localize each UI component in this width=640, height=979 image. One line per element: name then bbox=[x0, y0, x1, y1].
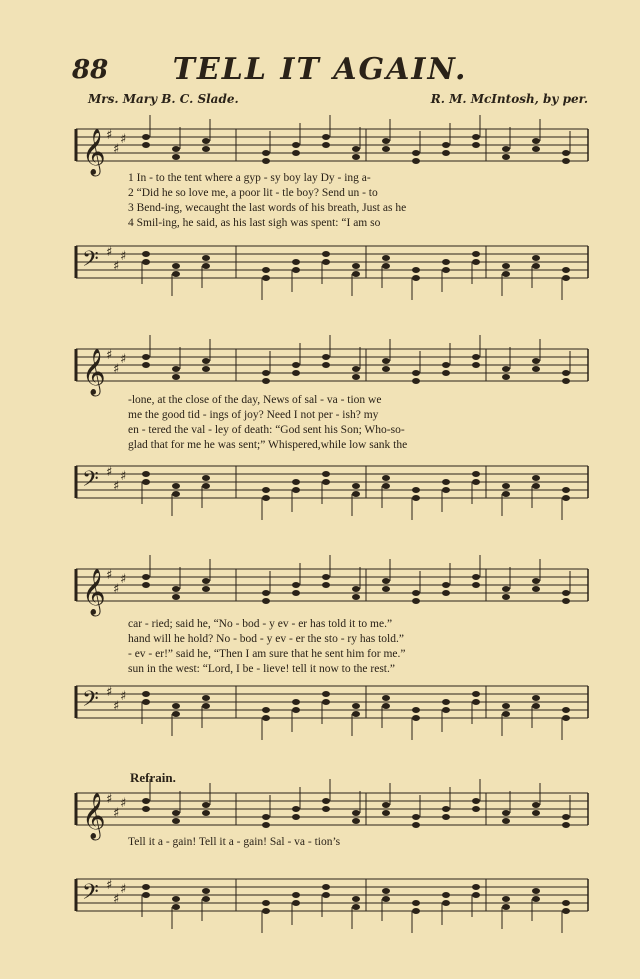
note-head-icon bbox=[532, 483, 540, 489]
note-head-icon bbox=[322, 892, 330, 898]
note-head-icon bbox=[172, 146, 180, 152]
note-head-icon bbox=[202, 810, 210, 816]
lyric-verse-3: en - tered the val - ley of death: “God sent his Son; Who-so- bbox=[128, 424, 405, 436]
note-head-icon bbox=[442, 267, 450, 273]
note-head-icon bbox=[532, 695, 540, 701]
note-head-icon bbox=[382, 802, 390, 808]
note-head-icon bbox=[532, 810, 540, 816]
note-head-icon bbox=[442, 892, 450, 898]
note-head-icon bbox=[202, 483, 210, 489]
note-head-icon bbox=[472, 806, 480, 812]
note-head-icon bbox=[292, 699, 300, 705]
note-head-icon bbox=[382, 255, 390, 261]
note-head-icon bbox=[292, 707, 300, 713]
note-head-icon bbox=[292, 590, 300, 596]
note-head-icon bbox=[502, 594, 510, 600]
note-head-icon bbox=[352, 904, 360, 910]
note-head-icon bbox=[322, 699, 330, 705]
note-head-icon bbox=[472, 582, 480, 588]
note-head-icon bbox=[262, 822, 270, 828]
hymn-title: TELL IT AGAIN. bbox=[172, 52, 468, 87]
note-head-icon bbox=[412, 378, 420, 384]
treble-clef-icon: 𝄞 bbox=[82, 569, 106, 615]
sharp-icon: ♯ bbox=[106, 245, 113, 260]
note-head-icon bbox=[322, 259, 330, 265]
note-head-icon bbox=[352, 146, 360, 152]
note-head-icon bbox=[502, 263, 510, 269]
note-head-icon bbox=[412, 598, 420, 604]
note-head-icon bbox=[412, 158, 420, 164]
note-head-icon bbox=[172, 810, 180, 816]
music-system-4 bbox=[76, 770, 588, 955]
music-system-3 bbox=[76, 555, 588, 730]
note-head-icon bbox=[532, 888, 540, 894]
note-head-icon bbox=[292, 142, 300, 148]
bass-clef-icon: 𝄢 bbox=[82, 880, 99, 910]
note-head-icon bbox=[562, 822, 570, 828]
note-head-icon bbox=[262, 370, 270, 376]
note-head-icon bbox=[562, 495, 570, 501]
note-head-icon bbox=[502, 586, 510, 592]
note-head-icon bbox=[502, 810, 510, 816]
note-head-icon bbox=[292, 814, 300, 820]
note-head-icon bbox=[412, 275, 420, 281]
note-head-icon bbox=[292, 892, 300, 898]
note-head-icon bbox=[442, 142, 450, 148]
note-head-icon bbox=[262, 707, 270, 713]
bass-clef-icon: 𝄢 bbox=[82, 247, 99, 277]
note-head-icon bbox=[202, 138, 210, 144]
music-system-2 bbox=[76, 335, 588, 510]
lyric-verse-1: 1 In - to the tent where a gyp - sy boy lay Dy - ing a- bbox=[128, 172, 371, 184]
note-head-icon bbox=[292, 806, 300, 812]
lyrics-block bbox=[128, 171, 588, 231]
note-head-icon bbox=[562, 707, 570, 713]
note-head-icon bbox=[382, 483, 390, 489]
note-head-icon bbox=[472, 699, 480, 705]
note-head-icon bbox=[202, 146, 210, 152]
note-head-icon bbox=[382, 578, 390, 584]
note-head-icon bbox=[442, 362, 450, 368]
note-head-icon bbox=[322, 142, 330, 148]
sharp-icon: ♯ bbox=[106, 465, 113, 480]
note-head-icon bbox=[472, 362, 480, 368]
note-head-icon bbox=[412, 715, 420, 721]
note-head-icon bbox=[442, 590, 450, 596]
note-head-icon bbox=[352, 818, 360, 824]
bass-staff bbox=[76, 873, 588, 923]
note-head-icon bbox=[382, 810, 390, 816]
note-head-icon bbox=[442, 487, 450, 493]
note-head-icon bbox=[262, 487, 270, 493]
note-head-icon bbox=[472, 259, 480, 265]
note-head-icon bbox=[202, 896, 210, 902]
note-head-icon bbox=[142, 142, 150, 148]
note-head-icon bbox=[142, 582, 150, 588]
note-head-icon bbox=[562, 487, 570, 493]
note-head-icon bbox=[172, 896, 180, 902]
note-head-icon bbox=[472, 691, 480, 697]
note-head-icon bbox=[472, 251, 480, 257]
note-head-icon bbox=[502, 154, 510, 160]
lyric-verse-1: -lone, at the close of the day, News of sal - va - tion we bbox=[128, 394, 382, 406]
lyric-verse-4: sun in the west: “Lord, I be - lieve! tell it now to the rest.” bbox=[128, 663, 395, 675]
note-head-icon bbox=[562, 150, 570, 156]
note-head-icon bbox=[322, 582, 330, 588]
note-head-icon bbox=[532, 263, 540, 269]
note-head-icon bbox=[502, 818, 510, 824]
note-head-icon bbox=[502, 491, 510, 497]
note-head-icon bbox=[442, 900, 450, 906]
note-head-icon bbox=[502, 374, 510, 380]
note-head-icon bbox=[352, 586, 360, 592]
note-head-icon bbox=[172, 483, 180, 489]
note-head-icon bbox=[352, 483, 360, 489]
note-head-icon bbox=[292, 267, 300, 273]
lyric-verse-2: hand will he hold? No - bod - y ev - er the sto - ry has told.” bbox=[128, 633, 404, 645]
note-head-icon bbox=[562, 715, 570, 721]
note-head-icon bbox=[322, 691, 330, 697]
note-head-icon bbox=[412, 908, 420, 914]
note-head-icon bbox=[142, 134, 150, 140]
treble-staff bbox=[76, 787, 588, 837]
note-head-icon bbox=[352, 896, 360, 902]
note-head-icon bbox=[532, 255, 540, 261]
note-head-icon bbox=[142, 699, 150, 705]
sharp-icon: ♯ bbox=[113, 479, 120, 494]
note-head-icon bbox=[172, 711, 180, 717]
note-head-icon bbox=[172, 366, 180, 372]
note-head-icon bbox=[352, 271, 360, 277]
note-head-icon bbox=[262, 814, 270, 820]
note-head-icon bbox=[142, 798, 150, 804]
note-head-icon bbox=[562, 598, 570, 604]
note-head-icon bbox=[202, 475, 210, 481]
note-head-icon bbox=[472, 142, 480, 148]
note-head-icon bbox=[472, 892, 480, 898]
sharp-icon: ♯ bbox=[106, 568, 113, 583]
note-head-icon bbox=[322, 471, 330, 477]
note-head-icon bbox=[382, 366, 390, 372]
sharp-icon: ♯ bbox=[106, 792, 113, 807]
sharp-icon: ♯ bbox=[120, 882, 127, 897]
note-head-icon bbox=[502, 896, 510, 902]
note-head-icon bbox=[472, 354, 480, 360]
composer-credit: R. M. McIntosh, by per. bbox=[430, 92, 588, 106]
sharp-icon: ♯ bbox=[120, 132, 127, 147]
note-head-icon bbox=[442, 582, 450, 588]
sharp-icon: ♯ bbox=[120, 689, 127, 704]
note-head-icon bbox=[142, 362, 150, 368]
note-head-icon bbox=[262, 715, 270, 721]
note-head-icon bbox=[322, 884, 330, 890]
note-head-icon bbox=[382, 138, 390, 144]
note-head-icon bbox=[442, 370, 450, 376]
note-head-icon bbox=[412, 150, 420, 156]
note-head-icon bbox=[412, 487, 420, 493]
sharp-icon: ♯ bbox=[113, 699, 120, 714]
treble-clef-icon: 𝄞 bbox=[82, 793, 106, 839]
lyrics-block bbox=[128, 393, 588, 453]
note-head-icon bbox=[142, 892, 150, 898]
note-head-icon bbox=[352, 491, 360, 497]
lyric-verse-2: me the good tid - ings of joy? Need I not per - ish? my bbox=[128, 409, 379, 421]
bass-clef-icon: 𝄢 bbox=[82, 687, 99, 717]
note-head-icon bbox=[502, 483, 510, 489]
sharp-icon: ♯ bbox=[120, 249, 127, 264]
note-head-icon bbox=[412, 707, 420, 713]
lyricist-credit: Mrs. Mary B. C. Slade. bbox=[88, 92, 239, 106]
refrain-label: Refrain. bbox=[130, 770, 176, 785]
note-head-icon bbox=[352, 711, 360, 717]
note-head-icon bbox=[502, 146, 510, 152]
sharp-icon: ♯ bbox=[113, 362, 120, 377]
lyrics-block bbox=[128, 835, 588, 850]
note-head-icon bbox=[322, 574, 330, 580]
note-head-icon bbox=[532, 138, 540, 144]
note-head-icon bbox=[562, 267, 570, 273]
note-head-icon bbox=[532, 896, 540, 902]
note-head-icon bbox=[142, 574, 150, 580]
note-head-icon bbox=[292, 370, 300, 376]
note-head-icon bbox=[412, 495, 420, 501]
note-head-icon bbox=[442, 806, 450, 812]
note-head-icon bbox=[532, 802, 540, 808]
note-head-icon bbox=[142, 884, 150, 890]
note-head-icon bbox=[262, 378, 270, 384]
note-head-icon bbox=[142, 259, 150, 265]
note-head-icon bbox=[562, 590, 570, 596]
sharp-icon: ♯ bbox=[113, 806, 120, 821]
note-head-icon bbox=[292, 900, 300, 906]
sharp-icon: ♯ bbox=[113, 259, 120, 274]
note-head-icon bbox=[412, 267, 420, 273]
note-head-icon bbox=[202, 358, 210, 364]
note-head-icon bbox=[562, 275, 570, 281]
note-head-icon bbox=[322, 479, 330, 485]
note-head-icon bbox=[142, 354, 150, 360]
note-head-icon bbox=[202, 366, 210, 372]
note-head-icon bbox=[472, 798, 480, 804]
note-head-icon bbox=[502, 366, 510, 372]
note-head-icon bbox=[502, 271, 510, 277]
note-head-icon bbox=[562, 370, 570, 376]
note-head-icon bbox=[262, 150, 270, 156]
note-head-icon bbox=[142, 471, 150, 477]
lyric-verse-3: 3 Bend-ing, wecaught the last words of his breath, Just as he bbox=[128, 202, 407, 214]
note-head-icon bbox=[472, 574, 480, 580]
note-head-icon bbox=[352, 703, 360, 709]
note-head-icon bbox=[502, 711, 510, 717]
note-head-icon bbox=[442, 150, 450, 156]
sharp-icon: ♯ bbox=[106, 685, 113, 700]
page-number: 88 bbox=[72, 55, 109, 85]
note-head-icon bbox=[442, 259, 450, 265]
note-head-icon bbox=[412, 900, 420, 906]
note-head-icon bbox=[172, 374, 180, 380]
note-head-icon bbox=[442, 699, 450, 705]
note-head-icon bbox=[472, 134, 480, 140]
note-head-icon bbox=[532, 578, 540, 584]
note-head-icon bbox=[202, 578, 210, 584]
note-head-icon bbox=[442, 479, 450, 485]
sharp-icon: ♯ bbox=[113, 892, 120, 907]
note-head-icon bbox=[202, 802, 210, 808]
lyric-verse-4: 4 Smil-ing, he said, as his last sigh was spent: “I am so bbox=[128, 217, 381, 229]
note-head-icon bbox=[262, 267, 270, 273]
note-head-icon bbox=[442, 814, 450, 820]
note-head-icon bbox=[142, 806, 150, 812]
note-head-icon bbox=[142, 479, 150, 485]
sharp-icon: ♯ bbox=[120, 572, 127, 587]
note-head-icon bbox=[202, 263, 210, 269]
note-head-icon bbox=[442, 707, 450, 713]
note-head-icon bbox=[412, 590, 420, 596]
note-head-icon bbox=[262, 495, 270, 501]
note-head-icon bbox=[142, 251, 150, 257]
lyric-verse-1: car - ried; said he, “No - bod - y ev - er has told it to me.” bbox=[128, 618, 393, 630]
note-head-icon bbox=[382, 695, 390, 701]
note-head-icon bbox=[382, 703, 390, 709]
note-head-icon bbox=[382, 896, 390, 902]
note-head-icon bbox=[292, 362, 300, 368]
note-head-icon bbox=[322, 134, 330, 140]
note-head-icon bbox=[562, 158, 570, 164]
note-head-icon bbox=[202, 695, 210, 701]
note-head-icon bbox=[172, 703, 180, 709]
note-head-icon bbox=[472, 471, 480, 477]
note-head-icon bbox=[352, 366, 360, 372]
treble-staff bbox=[76, 123, 588, 173]
lyric-verse-4: glad that for me he was sent;” Whispered,while low sank the bbox=[128, 439, 408, 451]
note-head-icon bbox=[262, 590, 270, 596]
note-head-icon bbox=[262, 908, 270, 914]
note-head-icon bbox=[202, 703, 210, 709]
note-head-icon bbox=[292, 150, 300, 156]
note-head-icon bbox=[202, 255, 210, 261]
sharp-icon: ♯ bbox=[120, 469, 127, 484]
sharp-icon: ♯ bbox=[106, 878, 113, 893]
bass-clef-icon: 𝄢 bbox=[82, 467, 99, 497]
note-head-icon bbox=[142, 691, 150, 697]
note-head-icon bbox=[562, 900, 570, 906]
note-head-icon bbox=[352, 594, 360, 600]
note-head-icon bbox=[322, 354, 330, 360]
music-system-1 bbox=[76, 115, 588, 285]
note-head-icon bbox=[562, 378, 570, 384]
note-head-icon bbox=[262, 275, 270, 281]
lyric-verse-2: 2 “Did he so love me, a poor lit - tle boy? Send un - to bbox=[128, 187, 378, 199]
note-head-icon bbox=[532, 358, 540, 364]
note-head-icon bbox=[262, 158, 270, 164]
treble-staff bbox=[76, 563, 588, 613]
bass-staff bbox=[76, 680, 588, 730]
note-head-icon bbox=[172, 491, 180, 497]
note-head-icon bbox=[202, 888, 210, 894]
sharp-icon: ♯ bbox=[106, 348, 113, 363]
sharp-icon: ♯ bbox=[113, 142, 120, 157]
note-head-icon bbox=[322, 251, 330, 257]
note-head-icon bbox=[352, 154, 360, 160]
note-head-icon bbox=[412, 370, 420, 376]
note-head-icon bbox=[382, 358, 390, 364]
note-head-icon bbox=[172, 904, 180, 910]
note-head-icon bbox=[172, 818, 180, 824]
lyrics-block bbox=[128, 617, 588, 677]
treble-clef-icon: 𝄞 bbox=[82, 129, 106, 175]
note-head-icon bbox=[532, 703, 540, 709]
note-head-icon bbox=[292, 259, 300, 265]
sharp-icon: ♯ bbox=[113, 582, 120, 597]
note-head-icon bbox=[292, 582, 300, 588]
note-head-icon bbox=[292, 487, 300, 493]
note-head-icon bbox=[382, 888, 390, 894]
bass-staff bbox=[76, 460, 588, 510]
note-head-icon bbox=[502, 703, 510, 709]
sharp-icon: ♯ bbox=[106, 128, 113, 143]
note-head-icon bbox=[382, 475, 390, 481]
note-head-icon bbox=[382, 586, 390, 592]
note-head-icon bbox=[472, 884, 480, 890]
lyric-verse-3: - ev - er!” said he, “Then I am sure that he sent him for me.” bbox=[128, 648, 406, 660]
note-head-icon bbox=[562, 908, 570, 914]
note-head-icon bbox=[352, 374, 360, 380]
note-head-icon bbox=[472, 479, 480, 485]
note-head-icon bbox=[532, 146, 540, 152]
note-head-icon bbox=[292, 479, 300, 485]
sharp-icon: ♯ bbox=[120, 352, 127, 367]
note-head-icon bbox=[262, 900, 270, 906]
note-head-icon bbox=[532, 586, 540, 592]
note-head-icon bbox=[502, 904, 510, 910]
note-head-icon bbox=[172, 586, 180, 592]
note-head-icon bbox=[202, 586, 210, 592]
note-head-icon bbox=[172, 594, 180, 600]
note-head-icon bbox=[532, 366, 540, 372]
sharp-icon: ♯ bbox=[120, 796, 127, 811]
note-head-icon bbox=[172, 263, 180, 269]
note-head-icon bbox=[322, 806, 330, 812]
note-head-icon bbox=[172, 154, 180, 160]
note-head-icon bbox=[172, 271, 180, 277]
treble-clef-icon: 𝄞 bbox=[82, 349, 106, 395]
note-head-icon bbox=[562, 814, 570, 820]
note-head-icon bbox=[322, 798, 330, 804]
note-head-icon bbox=[322, 362, 330, 368]
note-head-icon bbox=[352, 263, 360, 269]
lyric-refrain: Tell it a - gain! Tell it a - gain! Sal - va - tion’s bbox=[128, 836, 341, 848]
note-head-icon bbox=[262, 598, 270, 604]
note-head-icon bbox=[412, 822, 420, 828]
note-head-icon bbox=[382, 263, 390, 269]
note-head-icon bbox=[382, 146, 390, 152]
note-head-icon bbox=[412, 814, 420, 820]
note-head-icon bbox=[352, 810, 360, 816]
treble-staff bbox=[76, 343, 588, 393]
bass-staff bbox=[76, 240, 588, 290]
note-head-icon bbox=[532, 475, 540, 481]
